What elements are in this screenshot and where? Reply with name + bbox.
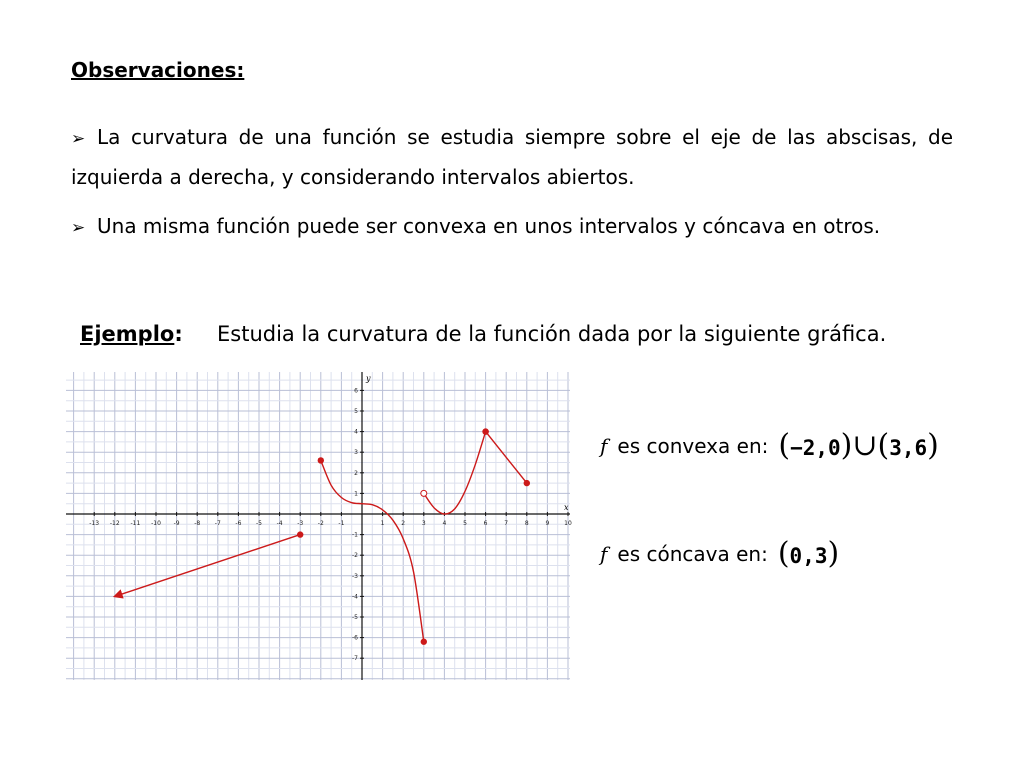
y-tick-label: 3 xyxy=(354,449,358,457)
x-tick-label: -12 xyxy=(109,520,120,527)
y-tick-label: 6 xyxy=(354,387,358,395)
x-tick-label: -1 xyxy=(338,520,345,527)
y-tick-label: -2 xyxy=(352,552,358,560)
function-graph xyxy=(66,372,570,680)
bullet-text-1: La curvatura de una función se estudia siempre sobre el eje de las abscisas, de izquierda a derecha, y considerando intervalos abiertos. xyxy=(71,125,953,189)
bullet-text-2: Una misma función puede ser convexa en unos intervalos y cóncava en otros. xyxy=(97,214,881,238)
x-tick-label: 10 xyxy=(564,520,572,527)
concave-label: es cóncava en: xyxy=(617,541,768,566)
x-tick-label: 4 xyxy=(442,520,447,527)
section-heading: Observaciones: xyxy=(71,58,245,82)
y-tick-label: -7 xyxy=(352,655,358,663)
x-axis-label: x xyxy=(564,503,569,512)
arrow-bullet-icon: ➢ xyxy=(71,129,86,149)
x-tick-label: 7 xyxy=(504,520,509,527)
convex-interval-2: 3,6 xyxy=(889,436,928,460)
example-text: Estudia la curvatura de la función dada por la siguiente gráfica. xyxy=(217,322,887,346)
bullet-paragraph-1 xyxy=(71,118,953,196)
x-tick-label: -8 xyxy=(194,520,201,527)
closed-endpoint-convex-then-concave-start xyxy=(318,457,324,463)
x-tick-label: -4 xyxy=(276,520,283,527)
function-symbol: f xyxy=(600,541,608,566)
closed-endpoint-ray-start xyxy=(297,531,303,537)
x-tick-label: -11 xyxy=(130,520,141,527)
y-tick-label: 1 xyxy=(354,490,358,498)
x-tick-label: 9 xyxy=(545,520,550,527)
x-tick-label: 3 xyxy=(421,520,426,527)
convex-label: es convexa en: xyxy=(617,433,769,458)
example-label-word: Ejemplo xyxy=(80,322,175,346)
x-tick-label: -13 xyxy=(89,520,100,527)
y-tick-label: -5 xyxy=(352,614,358,621)
convex-interval-1: −2,0 xyxy=(790,436,841,460)
closed-endpoint-segment-start xyxy=(482,428,488,434)
x-tick-label: -7 xyxy=(214,520,221,527)
concave-interval: (0,3) xyxy=(777,536,840,571)
union-symbol: ∪ xyxy=(852,428,878,463)
concave-result xyxy=(600,536,839,571)
x-tick-label: -2 xyxy=(317,520,324,527)
concave-interval-value: 0,3 xyxy=(789,544,828,568)
x-tick-label: -3 xyxy=(297,520,304,527)
closed-endpoint-segment-end xyxy=(524,480,530,486)
x-tick-label: 6 xyxy=(483,520,488,527)
x-tick-label: -5 xyxy=(256,520,262,527)
bullet-paragraph-2 xyxy=(71,207,953,247)
x-tick-label: 5 xyxy=(463,520,467,527)
y-axis-label: y xyxy=(366,374,371,383)
convex-interval: (−2,0)∪(3,6) xyxy=(778,428,939,463)
y-tick-label: -6 xyxy=(352,634,358,642)
open-endpoint-convex-arc-start xyxy=(421,490,427,496)
x-tick-label: 2 xyxy=(401,520,406,527)
y-tick-label: -3 xyxy=(352,572,358,580)
x-tick-label: 1 xyxy=(380,520,385,527)
y-tick-label: 2 xyxy=(354,469,358,477)
x-tick-label: -6 xyxy=(235,520,242,527)
y-tick-label: -4 xyxy=(352,593,358,601)
x-tick-label: 8 xyxy=(524,520,529,527)
example-label-colon: : xyxy=(174,322,183,346)
y-tick-label: 4 xyxy=(354,428,358,436)
y-tick-label: -1 xyxy=(352,531,358,539)
convex-result xyxy=(600,428,939,463)
arrow-bullet-icon: ➢ xyxy=(71,218,86,238)
y-tick-label: 5 xyxy=(354,408,358,415)
x-tick-label: -9 xyxy=(173,520,180,527)
example-label xyxy=(80,322,183,346)
closed-endpoint-convex-then-concave-end xyxy=(421,639,427,645)
x-tick-label: -10 xyxy=(151,520,161,527)
function-symbol: f xyxy=(600,433,608,458)
